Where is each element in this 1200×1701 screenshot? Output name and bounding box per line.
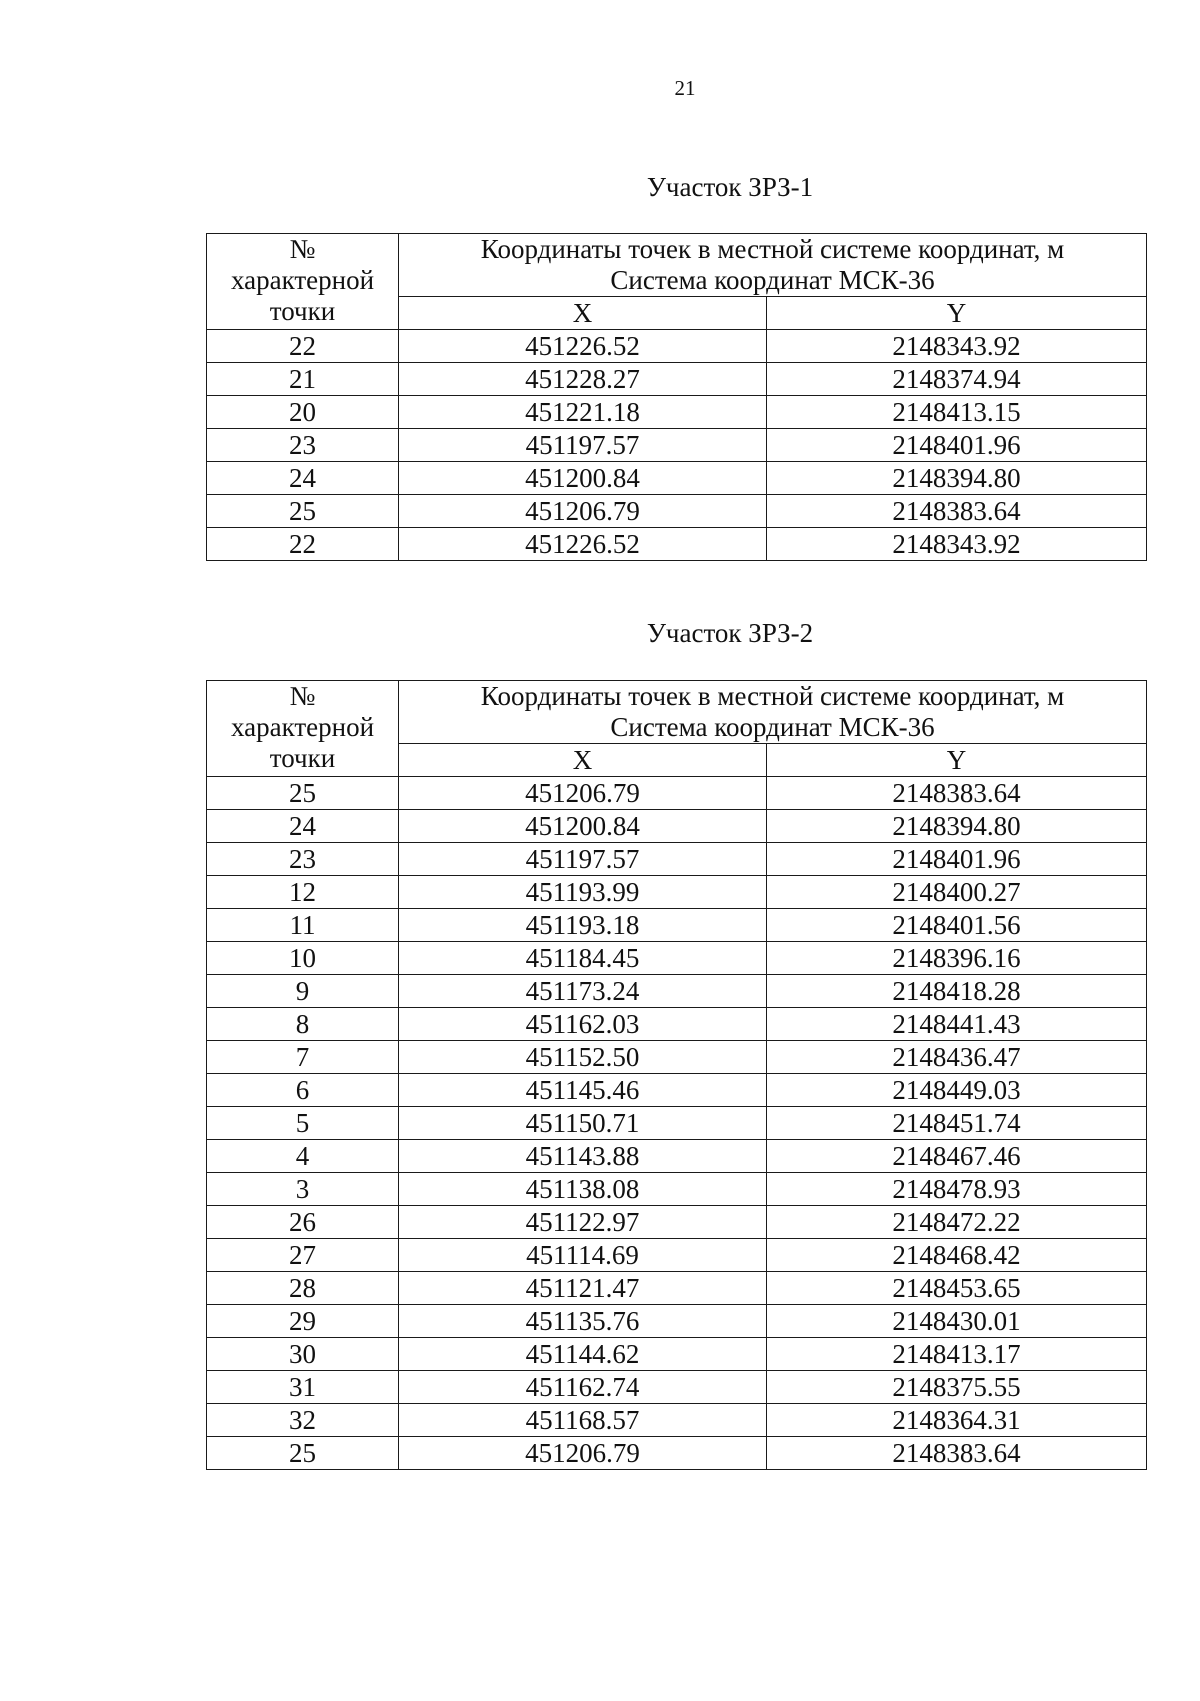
- table-row: [207, 1074, 1147, 1107]
- table-row: [207, 1437, 1147, 1470]
- x-coordinate-cell: 451226.52: [399, 330, 767, 363]
- table-row: [207, 876, 1147, 909]
- y-coordinate-cell: 2148467.46: [767, 1140, 1147, 1173]
- x-coordinate-cell: 451114.69: [399, 1239, 767, 1272]
- x-coordinate-cell: 451144.62: [399, 1338, 767, 1371]
- x-coordinate-cell: 451152.50: [399, 1041, 767, 1074]
- x-coordinate-cell: 451121.47: [399, 1272, 767, 1305]
- y-coordinate-cell: 2148472.22: [767, 1206, 1147, 1239]
- y-coordinate-cell: 2148451.74: [767, 1107, 1147, 1140]
- y-coordinate-cell: 2148401.96: [767, 843, 1147, 876]
- y-coordinate-cell: 2148400.27: [767, 876, 1147, 909]
- number-sign: №: [289, 234, 316, 264]
- x-coordinate-cell: 451206.79: [399, 1437, 767, 1470]
- table-row: [207, 843, 1147, 876]
- y-coordinate-cell: 2148383.64: [767, 777, 1147, 810]
- x-coordinate-cell: 451184.45: [399, 942, 767, 975]
- y-coordinate-cell: 2148394.80: [767, 462, 1147, 495]
- point-number-cell: 25: [207, 495, 399, 528]
- point-number-cell: 10: [207, 942, 399, 975]
- point-number-cell: 12: [207, 876, 399, 909]
- x-coordinate-cell: 451221.18: [399, 396, 767, 429]
- coordinates-header: [399, 234, 1147, 297]
- point-number-cell: 7: [207, 1041, 399, 1074]
- y-coordinate-cell: 2148394.80: [767, 810, 1147, 843]
- point-number-cell: 31: [207, 1371, 399, 1404]
- table-row: [207, 1305, 1147, 1338]
- y-coordinate-cell: 2148374.94: [767, 363, 1147, 396]
- point-number-cell: 26: [207, 1206, 399, 1239]
- table-row: [207, 429, 1147, 462]
- y-coordinate-cell: 2148418.28: [767, 975, 1147, 1008]
- table-row: [207, 777, 1147, 810]
- table-row: [207, 1173, 1147, 1206]
- table-row: [207, 330, 1147, 363]
- table-row: [207, 363, 1147, 396]
- x-coordinate-cell: 451200.84: [399, 810, 767, 843]
- table-row: [207, 1140, 1147, 1173]
- y-coordinate-cell: 2148441.43: [767, 1008, 1147, 1041]
- point-number-cell: 22: [207, 528, 399, 561]
- x-coordinate-cell: 451168.57: [399, 1404, 767, 1437]
- section-title-zrz-1: Участок ЗРЗ-1: [646, 172, 814, 202]
- point-number-cell: 8: [207, 1008, 399, 1041]
- table-row: [207, 1206, 1147, 1239]
- point-number-cell: 20: [207, 396, 399, 429]
- table-row: [207, 909, 1147, 942]
- point-label-line-1: характерной: [230, 265, 375, 295]
- point-number-cell: 32: [207, 1404, 399, 1437]
- x-column-header: X: [399, 297, 767, 330]
- point-number-cell: 24: [207, 810, 399, 843]
- table-row: [207, 1239, 1147, 1272]
- x-coordinate-cell: 451226.52: [399, 528, 767, 561]
- y-column-header: Y: [767, 744, 1147, 777]
- table-body: [207, 330, 1147, 561]
- y-coordinate-cell: 2148401.96: [767, 429, 1147, 462]
- point-number-cell: 22: [207, 330, 399, 363]
- point-number-cell: 23: [207, 843, 399, 876]
- x-coordinate-cell: 451162.03: [399, 1008, 767, 1041]
- y-column-header: Y: [767, 297, 1147, 330]
- table-row: [207, 528, 1147, 561]
- table-row: [207, 1008, 1147, 1041]
- x-coordinate-cell: 451145.46: [399, 1074, 767, 1107]
- x-coordinate-cell: 451173.24: [399, 975, 767, 1008]
- y-coordinate-cell: 2148383.64: [767, 1437, 1147, 1470]
- point-number-cell: 3: [207, 1173, 399, 1206]
- y-coordinate-cell: 2148436.47: [767, 1041, 1147, 1074]
- y-coordinate-cell: 2148413.15: [767, 396, 1147, 429]
- point-number-cell: 30: [207, 1338, 399, 1371]
- y-coordinate-cell: 2148396.16: [767, 942, 1147, 975]
- table-body: [207, 777, 1147, 1470]
- table-row: [207, 1272, 1147, 1305]
- point-number-cell: 25: [207, 777, 399, 810]
- x-coordinate-cell: 451197.57: [399, 429, 767, 462]
- x-coordinate-cell: 451197.57: [399, 843, 767, 876]
- point-number-header: [207, 681, 399, 777]
- coordinates-title: Координаты точек в местной системе координат, м: [480, 681, 1065, 711]
- point-number-cell: 24: [207, 462, 399, 495]
- point-number-cell: 11: [207, 909, 399, 942]
- x-coordinate-cell: 451193.99: [399, 876, 767, 909]
- section-title-zrz-2: Участок ЗРЗ-2: [646, 618, 814, 648]
- point-number-header: [207, 234, 399, 330]
- table-row: [207, 1404, 1147, 1437]
- page-number: 21: [674, 76, 696, 100]
- point-number-cell: 25: [207, 1437, 399, 1470]
- y-coordinate-cell: 2148478.93: [767, 1173, 1147, 1206]
- x-column-header: X: [399, 744, 767, 777]
- point-number-cell: 6: [207, 1074, 399, 1107]
- y-coordinate-cell: 2148343.92: [767, 528, 1147, 561]
- coordinates-table-zrz-2: [206, 680, 1147, 1470]
- x-coordinate-cell: 451200.84: [399, 462, 767, 495]
- point-label-line-1: характерной: [230, 712, 375, 742]
- table-row: [207, 462, 1147, 495]
- coordinate-system: Система координат МСК-36: [610, 265, 935, 295]
- y-coordinate-cell: 2148375.55: [767, 1371, 1147, 1404]
- x-coordinate-cell: 451135.76: [399, 1305, 767, 1338]
- y-coordinate-cell: 2148413.17: [767, 1338, 1147, 1371]
- x-coordinate-cell: 451193.18: [399, 909, 767, 942]
- point-number-cell: 23: [207, 429, 399, 462]
- point-label-line-2: точки: [269, 296, 336, 326]
- x-coordinate-cell: 451206.79: [399, 777, 767, 810]
- table-row: [207, 396, 1147, 429]
- point-number-cell: 29: [207, 1305, 399, 1338]
- y-coordinate-cell: 2148343.92: [767, 330, 1147, 363]
- x-coordinate-cell: 451122.97: [399, 1206, 767, 1239]
- table-row: [207, 495, 1147, 528]
- point-label-line-2: точки: [269, 743, 336, 773]
- point-number-cell: 21: [207, 363, 399, 396]
- coordinates-title: Координаты точек в местной системе координат, м: [480, 234, 1065, 264]
- table-row: [207, 810, 1147, 843]
- y-coordinate-cell: 2148453.65: [767, 1272, 1147, 1305]
- point-number-cell: 4: [207, 1140, 399, 1173]
- x-coordinate-cell: 451143.88: [399, 1140, 767, 1173]
- table-row: [207, 1107, 1147, 1140]
- table-row: [207, 975, 1147, 1008]
- x-coordinate-cell: 451150.71: [399, 1107, 767, 1140]
- table-row: [207, 1371, 1147, 1404]
- x-coordinate-cell: 451138.08: [399, 1173, 767, 1206]
- coordinate-system: Система координат МСК-36: [610, 712, 935, 742]
- point-number-cell: 9: [207, 975, 399, 1008]
- coordinates-table-zrz-1: [206, 233, 1147, 561]
- point-number-cell: 5: [207, 1107, 399, 1140]
- table-row: [207, 1338, 1147, 1371]
- y-coordinate-cell: 2148430.01: [767, 1305, 1147, 1338]
- point-number-cell: 27: [207, 1239, 399, 1272]
- y-coordinate-cell: 2148468.42: [767, 1239, 1147, 1272]
- y-coordinate-cell: 2148364.31: [767, 1404, 1147, 1437]
- table-row: [207, 1041, 1147, 1074]
- number-sign: №: [289, 681, 316, 711]
- y-coordinate-cell: 2148449.03: [767, 1074, 1147, 1107]
- coordinates-header: [399, 681, 1147, 744]
- y-coordinate-cell: 2148401.56: [767, 909, 1147, 942]
- point-number-cell: 28: [207, 1272, 399, 1305]
- x-coordinate-cell: 451162.74: [399, 1371, 767, 1404]
- y-coordinate-cell: 2148383.64: [767, 495, 1147, 528]
- table-row: [207, 942, 1147, 975]
- x-coordinate-cell: 451206.79: [399, 495, 767, 528]
- x-coordinate-cell: 451228.27: [399, 363, 767, 396]
